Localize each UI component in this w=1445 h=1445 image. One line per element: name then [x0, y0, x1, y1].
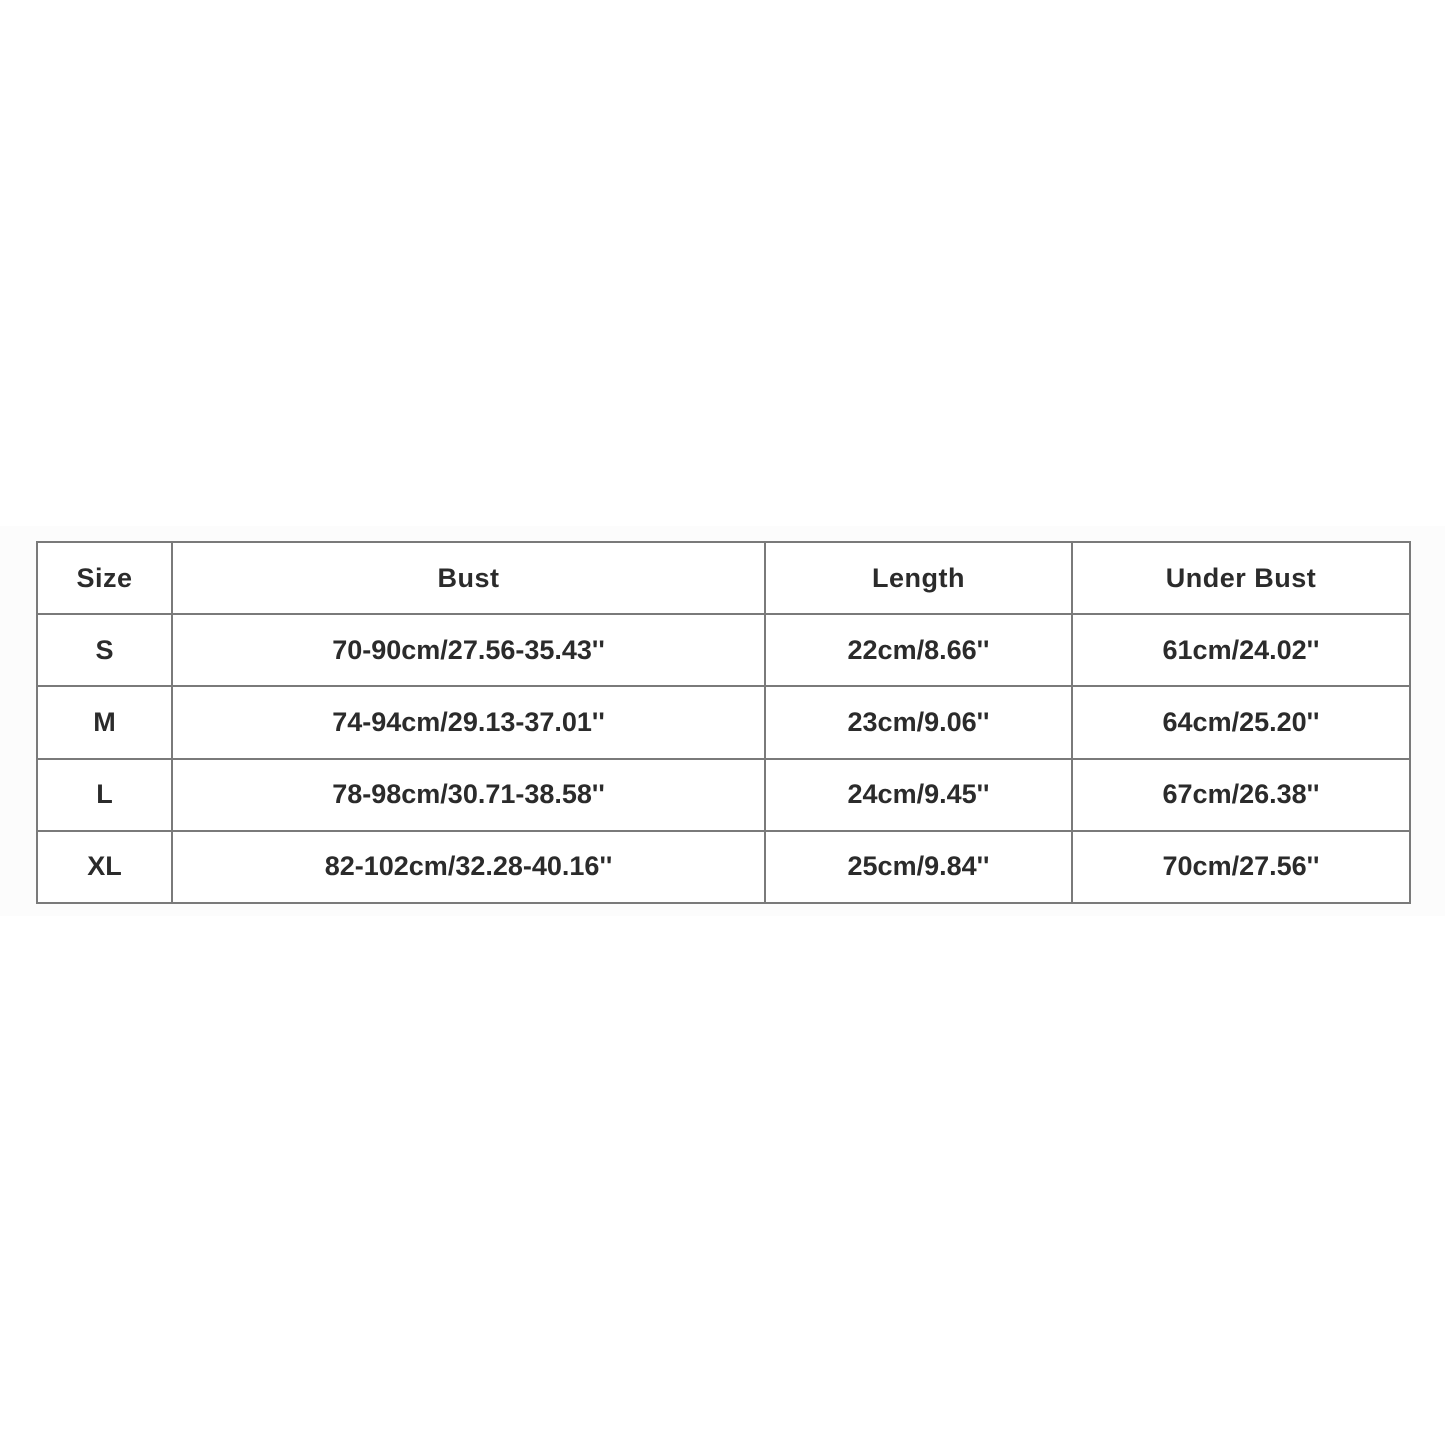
table-row [37, 614, 1410, 686]
cell-under-bust: 64cm/25.20'' [1072, 686, 1410, 758]
table-row [37, 759, 1410, 831]
cell-bust: 78-98cm/30.71-38.58'' [172, 759, 765, 831]
size-chart-table [36, 541, 1411, 904]
header-under-bust: Under Bust [1072, 542, 1410, 614]
header-bust: Bust [172, 542, 765, 614]
cell-bust: 74-94cm/29.13-37.01'' [172, 686, 765, 758]
header-size: Size [37, 542, 172, 614]
table-row [37, 831, 1410, 903]
header-row [37, 542, 1410, 614]
cell-bust: 82-102cm/32.28-40.16'' [172, 831, 765, 903]
cell-length: 25cm/9.84'' [765, 831, 1072, 903]
cell-size: XL [37, 831, 172, 903]
cell-size: L [37, 759, 172, 831]
cell-length: 24cm/9.45'' [765, 759, 1072, 831]
cell-length: 22cm/8.66'' [765, 614, 1072, 686]
cell-under-bust: 70cm/27.56'' [1072, 831, 1410, 903]
table-row [37, 686, 1410, 758]
cell-size: S [37, 614, 172, 686]
cell-under-bust: 61cm/24.02'' [1072, 614, 1410, 686]
cell-size: M [37, 686, 172, 758]
cell-length: 23cm/9.06'' [765, 686, 1072, 758]
header-length: Length [765, 542, 1072, 614]
cell-bust: 70-90cm/27.56-35.43'' [172, 614, 765, 686]
cell-under-bust: 67cm/26.38'' [1072, 759, 1410, 831]
